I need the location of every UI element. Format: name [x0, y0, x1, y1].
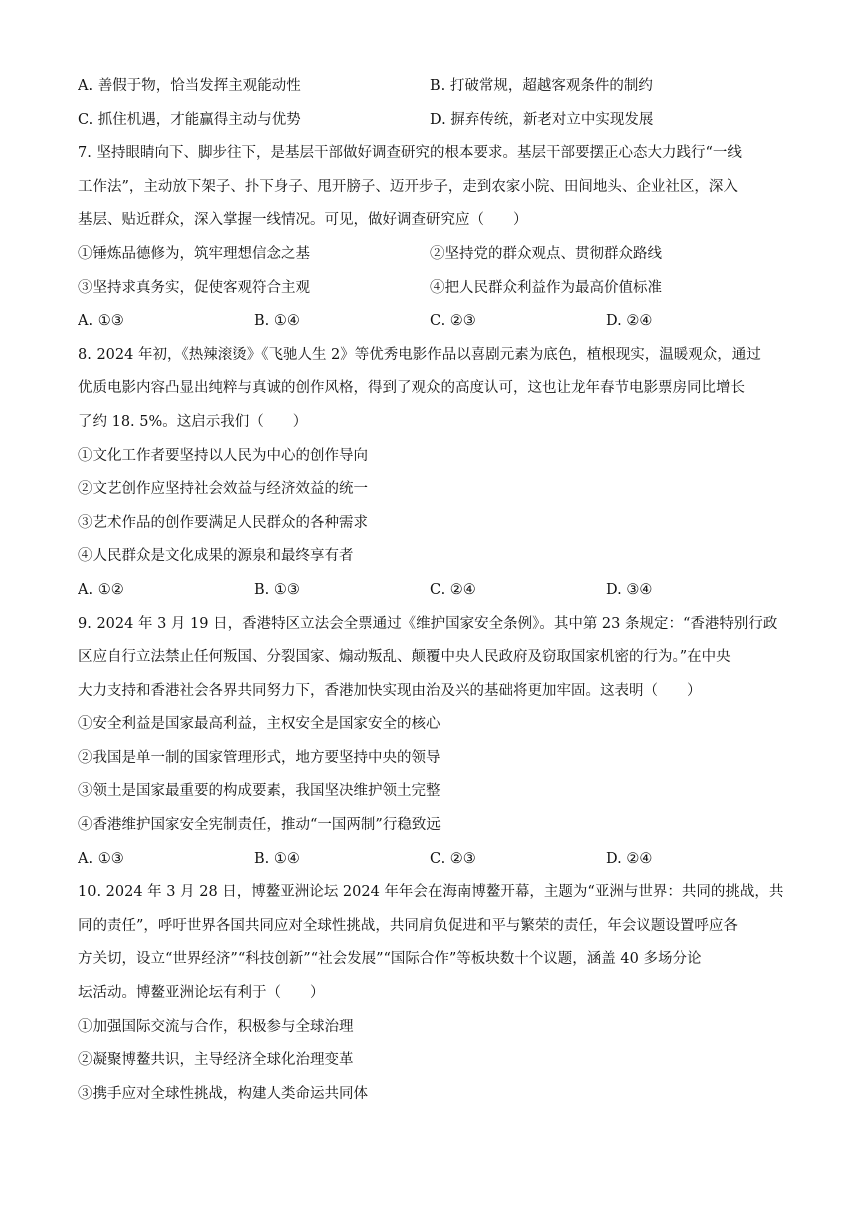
q9-stem-line-3: 大力支持和香港社会各界共同努力下，香港加快实现由治及兴的基础将更加牢固。这表明（ ） — [78, 682, 702, 699]
q6-option-c: C. 抓住机遇，才能赢得主动与优势 — [78, 111, 301, 128]
q8-item-4: ④人民群众是文化成果的源泉和最终享有者 — [78, 548, 354, 565]
q10-item-3: ③携手应对全球性挑战，构建人类命运共同体 — [78, 1085, 368, 1102]
q7-item-2: ②坚持党的群众观点、贯彻群众路线 — [430, 245, 662, 262]
q7-items-row-1 — [78, 238, 786, 272]
q10-stem-line-1: 10. 2024 年 3 月 28 日，博鳌亚洲论坛 2024 年年会在海南博鳌开幕，主题为“亚洲与世界：共同的挑战，共 — [78, 884, 784, 901]
q9-option-a: A. ①③ — [78, 850, 124, 867]
q8-options — [78, 574, 786, 608]
q7-item-3: ③坚持求真务实，促使客观符合主观 — [78, 279, 310, 296]
q8-option-b: B. ①③ — [254, 581, 300, 598]
q6-options-row-1 — [78, 70, 786, 104]
page-content — [78, 70, 786, 1111]
q8-option-a: A. ①② — [78, 581, 124, 598]
q9-option-c: C. ②③ — [430, 850, 476, 867]
q6-option-d: D. 摒弃传统，新老对立中实现发展 — [430, 111, 654, 128]
q9-option-b: B. ①④ — [254, 850, 300, 867]
q10-item-2: ②凝聚博鳌共识，主导经济全球化治理变革 — [78, 1052, 354, 1069]
q7-stem-line-2: 工作法”，主动放下架子、扑下身子、甩开膀子、迈开步子，走到农家小院、田间地头、企业社区，深入 — [78, 178, 738, 195]
q8-item-1: ①文化工作者要坚持以人民为中心的创作导向 — [78, 447, 368, 464]
q9-options — [78, 843, 786, 877]
q8-stem-line-3: 了约 18. 5%。这启示我们（ ） — [78, 413, 308, 430]
q7-option-b: B. ①④ — [254, 313, 300, 330]
q9-item-3: ③领土是国家最重要的构成要素，我国坚决维护领土完整 — [78, 783, 441, 800]
q9-item-1: ①安全利益是国家最高利益，主权安全是国家安全的核心 — [78, 716, 441, 733]
q8-item-3: ③艺术作品的创作要满足人民群众的各种需求 — [78, 514, 368, 531]
q8-option-d: D. ③④ — [606, 581, 653, 598]
q6-option-a: A. 善假于物，恰当发挥主观能动性 — [78, 78, 301, 94]
q7-option-d: D. ②④ — [606, 313, 653, 330]
q10-stem-line-2: 同的责任”，呼吁世界各国共同应对全球性挑战，共同肩负促进和平与繁荣的责任，年会议题设置呼应各 — [78, 917, 738, 934]
q9-stem-line-1: 9. 2024 年 3 月 19 日，香港特区立法会全票通过《维护国家安全条例》。其中第 23 条规定：“香港特别行政 — [78, 615, 778, 632]
q7-stem-line-1: 7. 坚持眼睛向下、脚步往下，是基层干部做好调查研究的根本要求。基层干部要摆正心态大力践行“一线 — [78, 145, 742, 162]
q7-stem-line-3: 基层、贴近群众，深入掌握一线情况。可见，做好调查研究应（ ） — [78, 212, 528, 229]
q10-stem-line-4: 坛活动。博鳌亚洲论坛有利于（ ） — [78, 985, 325, 1002]
q7-options — [78, 305, 786, 339]
q9-stem-line-2: 区应自行立法禁止任何叛国、分裂国家、煽动叛乱、颠覆中央人民政府及窃取国家机密的行为。”在中央 — [78, 649, 731, 666]
q6-option-b: B. 打破常规，超越客观条件的制约 — [430, 78, 653, 94]
q7-option-a: A. ①③ — [78, 313, 124, 330]
q7-items-row-2 — [78, 272, 786, 306]
q7-option-c: C. ②③ — [430, 313, 476, 330]
q8-item-2: ②文艺创作应坚持社会效益与经济效益的统一 — [78, 481, 368, 498]
q9-option-d: D. ②④ — [606, 850, 653, 867]
q10-item-1: ①加强国际交流与合作，积极参与全球治理 — [78, 1018, 354, 1035]
q8-stem-line-2: 优质电影内容凸显出纯粹与真诚的创作风格，得到了观众的高度认可，这也让龙年春节电影票房同比增长 — [78, 380, 745, 397]
q8-option-c: C. ②④ — [430, 581, 476, 598]
q9-item-4: ④香港维护国家安全宪制责任，推动“一国两制”行稳致远 — [78, 817, 441, 834]
q7-item-4: ④把人民群众利益作为最高价值标准 — [430, 279, 662, 296]
q6-options-row-2 — [78, 104, 786, 138]
q8-stem-line-1: 8. 2024 年初，《热辣滚烫》《飞驰人生 2》等优秀电影作品以喜剧元素为底色，植根现实，温暖观众，通过 — [78, 346, 761, 363]
q9-item-2: ②我国是单一制的国家管理形式，地方要坚持中央的领导 — [78, 749, 441, 766]
q10-stem-line-3: 方关切，设立“世界经济”“科技创新”“社会发展”“国际合作”等板块数十个议题，涵盖 40 多场分论 — [78, 951, 702, 968]
q7-item-1: ①锤炼品德修为，筑牢理想信念之基 — [78, 245, 310, 262]
